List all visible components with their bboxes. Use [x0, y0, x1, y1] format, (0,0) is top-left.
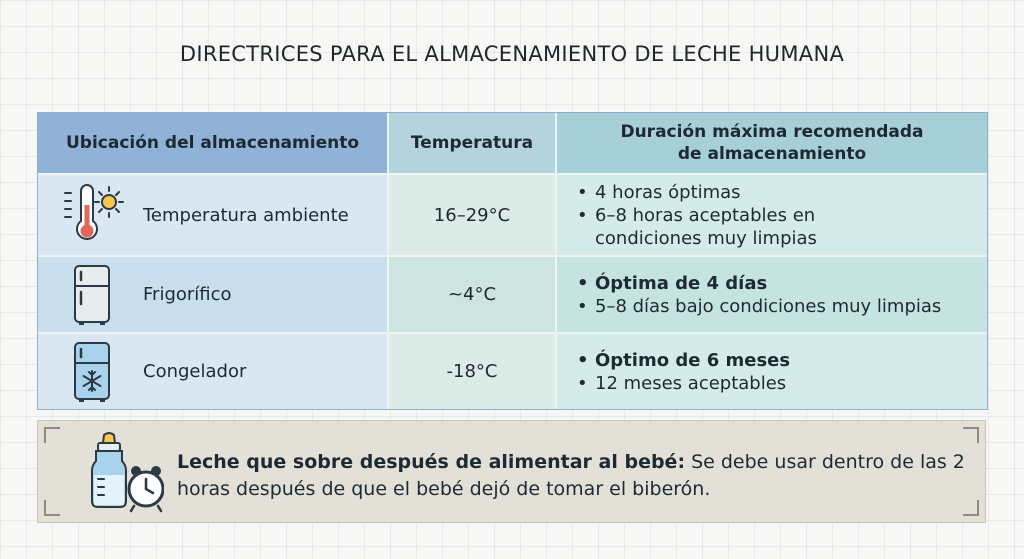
temperature-value: -18°C [389, 334, 555, 409]
header-temperature: Temperatura [389, 113, 555, 173]
duration-list [575, 349, 790, 395]
location-label: Temperatura ambiente [143, 204, 349, 226]
thermometer-sun-icon [56, 183, 128, 247]
duration-cell [557, 175, 987, 255]
storage-table [37, 112, 988, 410]
leftover-milk-note [37, 420, 986, 523]
freezer-snowflake-icon [56, 340, 128, 404]
header-duration [557, 113, 987, 173]
list-item-continuation: condiciones muy limpias [595, 227, 817, 249]
temperature-value: 16–29°C [389, 175, 555, 255]
corner-mark [963, 427, 979, 443]
page-title: DIRECTRICES PARA EL ALMACENAMIENTO DE LECHE HUMANA [179, 42, 845, 66]
header-duration-line1: Duración máxima recomendada [620, 122, 924, 142]
table-row-fridge-location [38, 257, 387, 332]
location-label: Frigorífico [143, 284, 232, 305]
note-text [177, 449, 967, 503]
table-row-freezer-location [38, 334, 387, 409]
baby-bottle-clock-icon [86, 431, 164, 515]
list-item: • 5–8 días bajo condiciones muy limpias [575, 295, 941, 318]
duration-cell [557, 257, 987, 332]
location-label: Congelador [143, 361, 247, 382]
list-item: • 12 meses aceptables [575, 372, 790, 395]
header-duration-line2: de almacenamiento [677, 144, 867, 164]
list-item: • 6–8 horas aceptables en [575, 204, 817, 227]
list-item: • 4 horas óptimas [575, 181, 817, 204]
duration-list [575, 181, 817, 250]
duration-cell [557, 334, 987, 409]
list-item: • Óptima de 4 días [575, 272, 941, 295]
temperature-value: ~4°C [389, 257, 555, 332]
duration-list [575, 272, 941, 318]
corner-mark [44, 500, 60, 516]
note-body: Se debe usar dentro de las 2 horas después de que el bebé dejó de tomar el biberón. [177, 451, 965, 500]
table-row-room-location [38, 175, 387, 255]
refrigerator-icon [56, 263, 128, 327]
header-location: Ubicación del almacenamiento [38, 113, 387, 173]
note-bold-label: Leche que sobre después de alimentar al bebé: [177, 451, 686, 473]
corner-mark [44, 427, 60, 443]
list-item: • Óptimo de 6 meses [575, 349, 790, 372]
